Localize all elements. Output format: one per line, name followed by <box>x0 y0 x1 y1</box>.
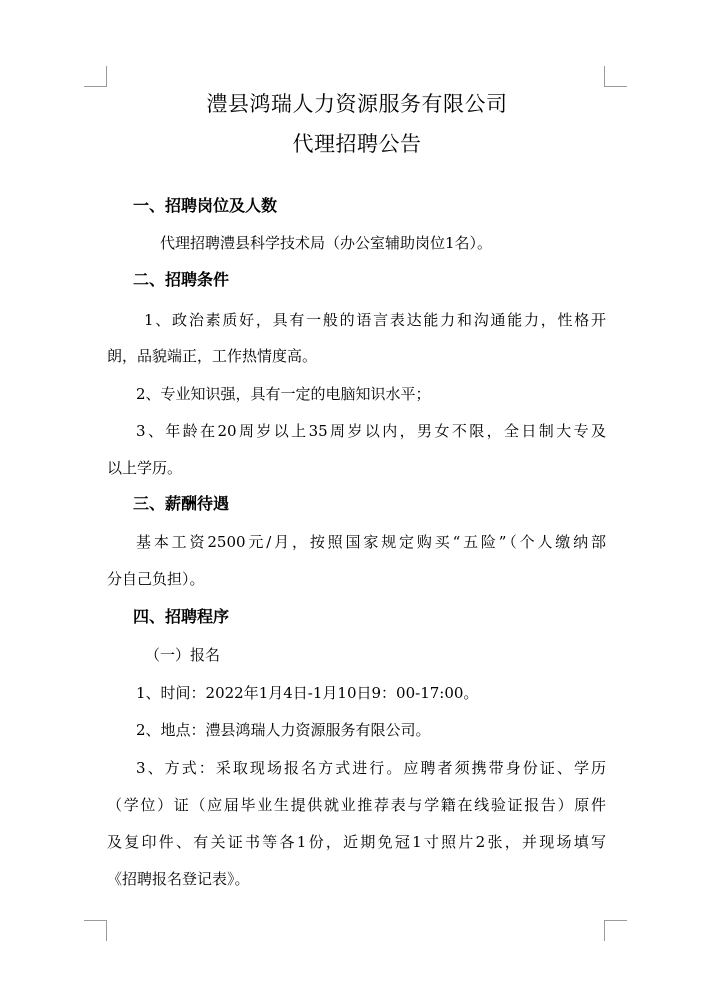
requirement-1-line1: 1、政治素质好，具有一般的语言表达能力和沟通能力，性格开 <box>144 311 606 329</box>
registration-method-line2: （学位）证（应届毕业生提供就业推荐表与学籍在线验证报告）原件 <box>107 796 606 814</box>
document-title-company: 澧县鸿瑞人力资源服务有限公司 <box>206 92 508 116</box>
section-heading-procedure: 四、招聘程序 <box>133 607 230 626</box>
crop-mark-top-left <box>84 66 107 87</box>
section-heading-salary: 三、薪酬待遇 <box>133 494 230 513</box>
requirement-3-line2: 以上学历。 <box>107 459 183 477</box>
registration-time: 1、时间：2022年1月4日-1月10日9：00-17:00。 <box>136 684 479 702</box>
document-title-notice: 代理招聘公告 <box>292 132 422 156</box>
section-heading-positions: 一、招聘岗位及人数 <box>133 196 278 215</box>
registration-method-line1: 3、方式：采取现场报名方式进行。应聘者须携带身份证、学历 <box>136 759 606 777</box>
requirement-2: 2、专业知识强，具有一定的电脑知识水平； <box>136 385 431 403</box>
registration-place: 2、地点：澧县鸿瑞人力资源服务有限公司。 <box>136 721 431 739</box>
crop-mark-bottom-right <box>604 920 627 941</box>
requirement-3-line1: 3、年龄在20周岁以上35周岁以内，男女不限，全日制大专及 <box>136 422 606 440</box>
salary-text-line2: 分自己负担）。 <box>107 570 205 588</box>
registration-method-line4: 《招聘报名登记表》。 <box>107 870 250 888</box>
requirement-1-line2: 朗，品貌端正，工作热情度高。 <box>107 347 318 365</box>
procedure-sub-registration: （一）报名 <box>145 646 221 664</box>
positions-text: 代理招聘澧县科学技术局（办公室辅助岗位1名）。 <box>160 234 493 252</box>
crop-mark-bottom-left <box>84 920 107 941</box>
salary-text-line1: 基本工资2500元/月，按照国家规定购买“五险”（个人缴纳部 <box>136 533 606 551</box>
section-heading-requirements: 二、招聘条件 <box>133 270 230 289</box>
registration-method-line3: 及复印件、有关证书等各1份，近期免冠1寸照片2张，并现场填写 <box>107 833 606 851</box>
crop-mark-top-right <box>604 66 627 87</box>
